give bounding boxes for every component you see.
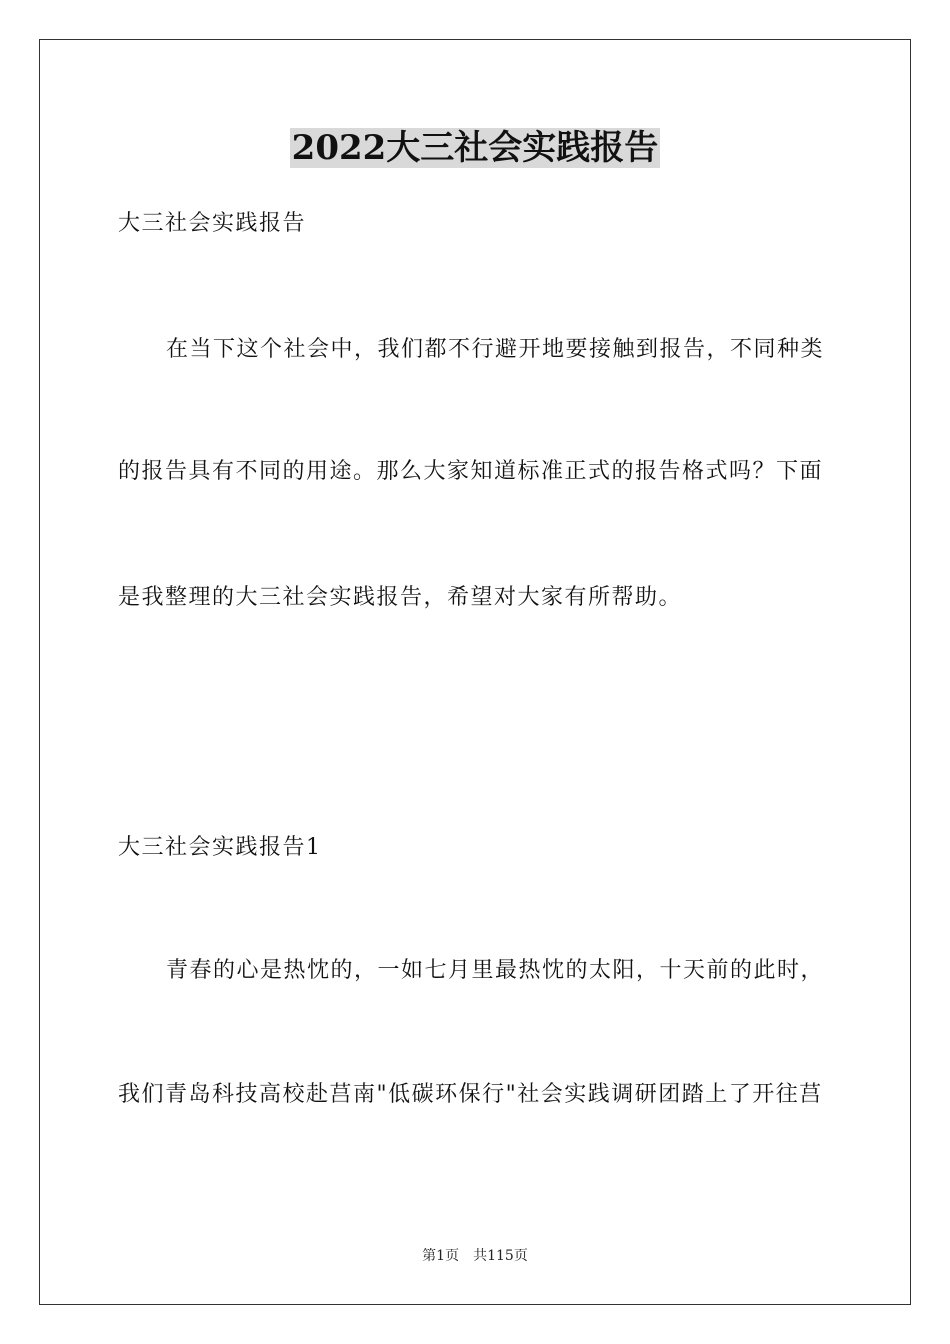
document-title: [0, 124, 950, 172]
paragraph-line: 我们青岛科技高校赴莒南"低碳环保行"社会实践调研团踏上了开往莒: [118, 1082, 823, 1107]
paragraph-line: 是我整理的大三社会实践报告，希望对大家有所帮助。: [118, 585, 683, 610]
paragraph-line: 的报告具有不同的用途。那么大家知道标准正式的报告格式吗？下面: [118, 459, 824, 484]
paragraph-line: 青春的心是热忱的，一如七月里最热忱的太阳，十天前的此时，: [166, 958, 825, 983]
section-heading: 大三社会实践报告: [118, 211, 307, 236]
page-footer: [0, 1246, 950, 1266]
paragraph-line: 在当下这个社会中，我们都不行避开地要接触到报告，不同种类: [166, 337, 825, 362]
page-number: 第1页: [422, 1248, 460, 1264]
section-heading: 大三社会实践报告1: [118, 835, 322, 860]
total-pages: 共115页: [473, 1248, 528, 1264]
document-title-text: 2022大三社会实践报告: [291, 128, 659, 168]
